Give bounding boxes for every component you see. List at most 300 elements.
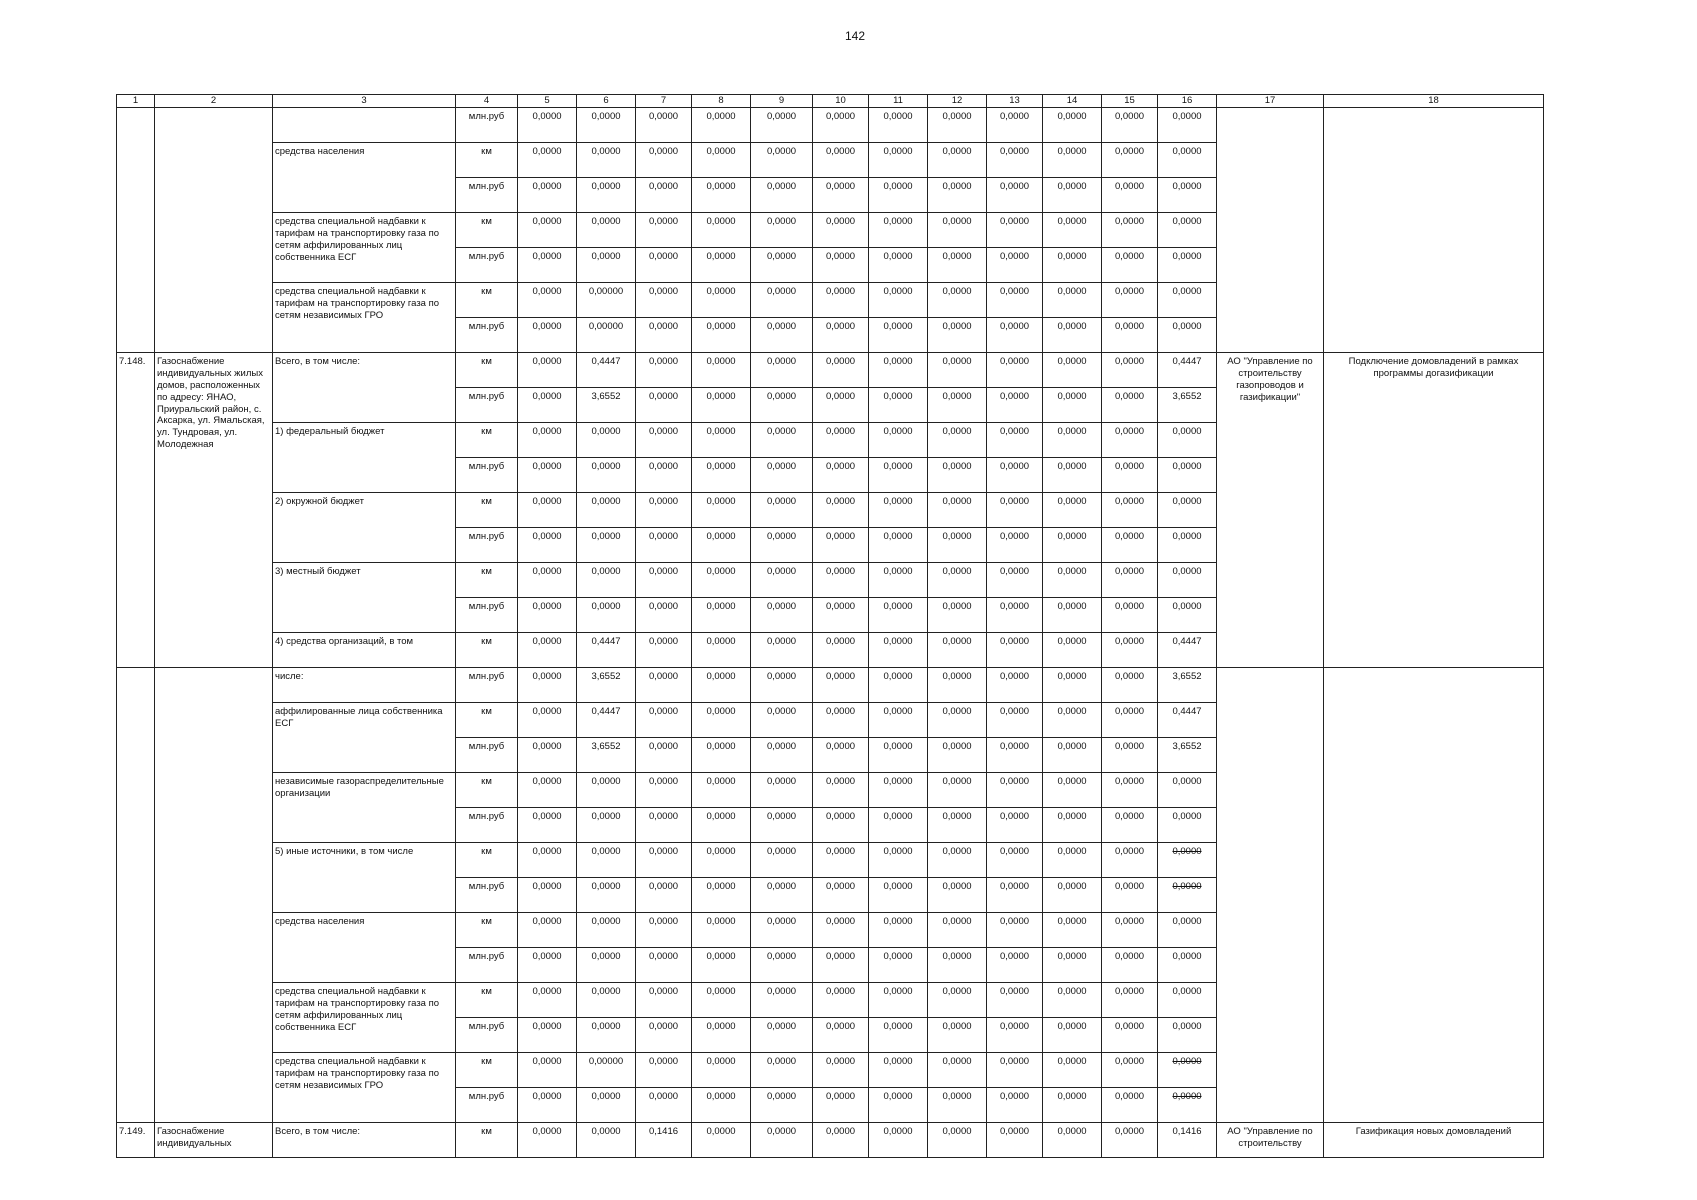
unit-cell: млн.руб xyxy=(456,808,518,843)
value-cell: 0,0000 xyxy=(636,598,692,633)
value-cell: 0,0000 xyxy=(692,353,751,388)
value-cell: 0,0000 xyxy=(1158,878,1217,913)
value-cell: 0,0000 xyxy=(869,878,928,913)
value-cell: 0,0000 xyxy=(813,178,869,213)
item-number xyxy=(117,108,155,353)
value-cell: 0,0000 xyxy=(518,878,577,913)
value-cell: 0,4447 xyxy=(577,703,636,738)
value-cell: 0,4447 xyxy=(577,633,636,668)
value-cell: 0,0000 xyxy=(813,878,869,913)
value-cell: 0,4447 xyxy=(577,353,636,388)
value-cell: 0,0000 xyxy=(1043,703,1102,738)
value-cell: 0,0000 xyxy=(869,703,928,738)
value-cell: 3,6552 xyxy=(1158,668,1217,703)
value-cell: 0,0000 xyxy=(1043,1053,1102,1088)
column-number: 17 xyxy=(1217,95,1324,108)
value-cell: 0,0000 xyxy=(928,1053,987,1088)
column-number: 10 xyxy=(813,95,869,108)
column-number: 5 xyxy=(518,95,577,108)
unit-cell: млн.руб xyxy=(456,738,518,773)
column-number: 11 xyxy=(869,95,928,108)
value-cell: 0,0000 xyxy=(692,1018,751,1053)
unit-cell: млн.руб xyxy=(456,528,518,563)
value-cell: 0,0000 xyxy=(751,318,813,353)
value-cell: 0,0000 xyxy=(987,1053,1043,1088)
value-cell: 0,0000 xyxy=(928,633,987,668)
value-cell: 0,0000 xyxy=(1102,1018,1158,1053)
value-cell: 0,0000 xyxy=(636,808,692,843)
value-cell: 0,0000 xyxy=(1102,563,1158,598)
value-cell: 0,0000 xyxy=(813,738,869,773)
column-number-header xyxy=(117,95,1544,108)
value-cell: 0,0000 xyxy=(813,423,869,458)
value-cell: 0,0000 xyxy=(928,983,987,1018)
value-cell: 0,0000 xyxy=(1102,1053,1158,1088)
column-number: 7 xyxy=(636,95,692,108)
value-cell: 0,0000 xyxy=(636,388,692,423)
value-cell: 0,0000 xyxy=(751,1088,813,1123)
value-cell: 0,0000 xyxy=(869,913,928,948)
value-cell: 0,0000 xyxy=(518,773,577,808)
funding-source-label: средства населения xyxy=(273,913,456,983)
value-cell: 0,0000 xyxy=(636,423,692,458)
value-cell: 0,0000 xyxy=(987,458,1043,493)
value-cell: 3,6552 xyxy=(1158,738,1217,773)
value-cell: 0,0000 xyxy=(518,493,577,528)
value-cell: 0,0000 xyxy=(577,248,636,283)
value-cell: 0,0000 xyxy=(1158,423,1217,458)
table-row xyxy=(117,668,1544,703)
value-cell: 0,0000 xyxy=(1102,353,1158,388)
funding-source-label: средства специальной надбавки к тарифам на транспортировку газа по сетям аффилированных лиц собственника ЕСГ xyxy=(273,983,456,1053)
value-cell: 0,0000 xyxy=(1158,598,1217,633)
value-cell: 0,0000 xyxy=(1043,423,1102,458)
value-cell: 0,0000 xyxy=(518,1018,577,1053)
value-cell: 0,0000 xyxy=(751,528,813,563)
value-cell: 0,0000 xyxy=(1158,143,1217,178)
value-cell: 0,4447 xyxy=(1158,703,1217,738)
value-cell: 0,0000 xyxy=(1043,843,1102,878)
value-cell: 3,6552 xyxy=(577,738,636,773)
value-cell: 0,0000 xyxy=(1043,668,1102,703)
value-cell: 0,0000 xyxy=(928,703,987,738)
value-cell: 0,0000 xyxy=(928,808,987,843)
item-number: 7.149. xyxy=(117,1123,155,1158)
value-cell: 0,0000 xyxy=(636,108,692,143)
value-cell: 0,0000 xyxy=(1102,283,1158,318)
funding-source-label xyxy=(273,108,456,143)
column-number: 8 xyxy=(692,95,751,108)
value-cell: 0,0000 xyxy=(928,423,987,458)
value-cell: 0,0000 xyxy=(1043,808,1102,843)
value-cell: 0,0000 xyxy=(636,878,692,913)
value-cell: 0,0000 xyxy=(928,528,987,563)
unit-cell: млн.руб xyxy=(456,178,518,213)
value-cell: 0,0000 xyxy=(636,843,692,878)
value-cell: 0,0000 xyxy=(636,1018,692,1053)
value-cell: 0,0000 xyxy=(636,353,692,388)
value-cell: 0,0000 xyxy=(636,1053,692,1088)
unit-cell: км xyxy=(456,843,518,878)
value-cell: 0,0000 xyxy=(636,668,692,703)
value-cell: 0,0000 xyxy=(1043,248,1102,283)
value-cell: 0,0000 xyxy=(987,1018,1043,1053)
column-number: 4 xyxy=(456,95,518,108)
value-cell: 0,0000 xyxy=(987,913,1043,948)
value-cell: 0,0000 xyxy=(692,808,751,843)
unit-cell: млн.руб xyxy=(456,668,518,703)
value-cell: 0,0000 xyxy=(813,563,869,598)
value-cell: 0,0000 xyxy=(751,598,813,633)
value-cell: 0,0000 xyxy=(751,388,813,423)
value-cell: 0,0000 xyxy=(577,913,636,948)
value-cell: 0,0000 xyxy=(751,703,813,738)
funding-source-label: средства специальной надбавки к тарифам на транспортировку газа по сетям независимых ГРО xyxy=(273,1053,456,1123)
unit-cell: км xyxy=(456,703,518,738)
unit-cell: млн.руб xyxy=(456,1018,518,1053)
value-cell: 0,0000 xyxy=(577,1123,636,1158)
value-cell: 0,0000 xyxy=(1102,178,1158,213)
value-cell: 0,0000 xyxy=(518,913,577,948)
value-cell: 0,0000 xyxy=(577,948,636,983)
value-cell: 0,0000 xyxy=(1043,1123,1102,1158)
value-cell: 0,0000 xyxy=(1102,458,1158,493)
value-cell: 0,0000 xyxy=(1102,1123,1158,1158)
value-cell: 0,0000 xyxy=(751,948,813,983)
value-cell: 0,0000 xyxy=(636,738,692,773)
value-cell: 0,0000 xyxy=(692,143,751,178)
column-number: 18 xyxy=(1324,95,1544,108)
value-cell: 0,0000 xyxy=(1158,248,1217,283)
value-cell: 0,0000 xyxy=(636,913,692,948)
value-cell: 0,0000 xyxy=(987,878,1043,913)
investment-table xyxy=(116,94,1544,1158)
value-cell: 0,4447 xyxy=(1158,633,1217,668)
value-cell: 3,6552 xyxy=(577,668,636,703)
value-cell: 0,0000 xyxy=(1102,878,1158,913)
value-cell: 0,0000 xyxy=(751,738,813,773)
value-cell: 0,0000 xyxy=(928,878,987,913)
funding-source-label: средства специальной надбавки к тарифам на транспортировку газа по сетям аффилированных лиц собственника ЕСГ xyxy=(273,213,456,283)
value-cell: 0,0000 xyxy=(869,1123,928,1158)
project-purpose xyxy=(1324,108,1544,353)
value-cell: 0,0000 xyxy=(518,668,577,703)
unit-cell: млн.руб xyxy=(456,318,518,353)
value-cell: 0,0000 xyxy=(869,283,928,318)
project-purpose: Газификация новых домовладений xyxy=(1324,1123,1544,1158)
value-cell: 0,0000 xyxy=(1102,108,1158,143)
value-cell: 0,0000 xyxy=(869,1053,928,1088)
value-cell: 0,0000 xyxy=(813,633,869,668)
value-cell: 0,0000 xyxy=(518,808,577,843)
value-cell: 0,0000 xyxy=(869,493,928,528)
value-cell: 0,0000 xyxy=(518,178,577,213)
value-cell: 0,0000 xyxy=(1102,318,1158,353)
value-cell: 0,0000 xyxy=(813,318,869,353)
value-cell: 0,0000 xyxy=(1102,703,1158,738)
value-cell: 0,0000 xyxy=(928,318,987,353)
value-cell: 0,0000 xyxy=(692,528,751,563)
value-cell: 0,0000 xyxy=(813,283,869,318)
value-cell: 0,0000 xyxy=(692,213,751,248)
value-cell: 0,0000 xyxy=(751,563,813,598)
table-row xyxy=(117,108,1544,143)
value-cell: 0,0000 xyxy=(987,738,1043,773)
value-cell: 0,0000 xyxy=(636,773,692,808)
value-cell: 0,0000 xyxy=(518,1123,577,1158)
value-cell: 0,0000 xyxy=(636,458,692,493)
value-cell: 0,0000 xyxy=(928,1088,987,1123)
value-cell: 0,0000 xyxy=(692,773,751,808)
value-cell: 0,0000 xyxy=(1043,108,1102,143)
value-cell: 0,0000 xyxy=(1102,493,1158,528)
column-number: 9 xyxy=(751,95,813,108)
value-cell: 0,0000 xyxy=(751,423,813,458)
unit-cell: млн.руб xyxy=(456,948,518,983)
value-cell: 0,0000 xyxy=(928,563,987,598)
value-cell: 0,0000 xyxy=(987,808,1043,843)
value-cell: 0,00000 xyxy=(577,318,636,353)
value-cell: 0,0000 xyxy=(692,948,751,983)
value-cell: 0,0000 xyxy=(751,458,813,493)
value-cell: 0,0000 xyxy=(813,213,869,248)
value-cell: 0,0000 xyxy=(1158,843,1217,878)
unit-cell: км xyxy=(456,213,518,248)
value-cell: 0,0000 xyxy=(1043,388,1102,423)
unit-cell: км xyxy=(456,633,518,668)
funding-source-label: 2) окружной бюджет xyxy=(273,493,456,563)
value-cell: 0,0000 xyxy=(577,1018,636,1053)
value-cell: 0,0000 xyxy=(692,423,751,458)
value-cell: 0,0000 xyxy=(692,493,751,528)
funding-source-label: числе: xyxy=(273,668,456,703)
column-number: 6 xyxy=(577,95,636,108)
value-cell: 0,0000 xyxy=(869,843,928,878)
column-number: 16 xyxy=(1158,95,1217,108)
value-cell: 0,0000 xyxy=(636,318,692,353)
object-name xyxy=(155,668,273,1123)
value-cell: 0,0000 xyxy=(813,913,869,948)
unit-cell: млн.руб xyxy=(456,388,518,423)
value-cell: 0,0000 xyxy=(692,1053,751,1088)
value-cell: 0,0000 xyxy=(1158,1088,1217,1123)
value-cell: 0,0000 xyxy=(692,1088,751,1123)
unit-cell: млн.руб xyxy=(456,458,518,493)
value-cell: 0,0000 xyxy=(518,283,577,318)
value-cell: 0,0000 xyxy=(751,843,813,878)
value-cell: 0,0000 xyxy=(692,388,751,423)
value-cell: 0,0000 xyxy=(813,598,869,633)
value-cell: 0,0000 xyxy=(1158,1018,1217,1053)
value-cell: 0,0000 xyxy=(928,108,987,143)
value-cell: 0,0000 xyxy=(1102,948,1158,983)
value-cell: 0,0000 xyxy=(1102,143,1158,178)
unit-cell: км xyxy=(456,563,518,598)
column-number: 13 xyxy=(987,95,1043,108)
unit-cell: км xyxy=(456,913,518,948)
funding-source-label: Всего, в том числе: xyxy=(273,353,456,423)
object-name xyxy=(155,108,273,353)
column-number: 12 xyxy=(928,95,987,108)
project-purpose: Подключение домовладений в рамках программы догазификации xyxy=(1324,353,1544,668)
value-cell: 0,0000 xyxy=(813,108,869,143)
value-cell: 0,0000 xyxy=(1102,213,1158,248)
funding-source-label: Всего, в том числе: xyxy=(273,1123,456,1158)
value-cell: 0,0000 xyxy=(1043,213,1102,248)
executor-org: АО "Управление по строительству газопроводов и газификации" xyxy=(1217,353,1324,668)
value-cell: 0,0000 xyxy=(1043,178,1102,213)
value-cell: 3,6552 xyxy=(1158,388,1217,423)
column-number: 3 xyxy=(273,95,456,108)
value-cell: 0,0000 xyxy=(692,878,751,913)
value-cell: 0,0000 xyxy=(751,178,813,213)
value-cell: 0,0000 xyxy=(518,248,577,283)
value-cell: 0,0000 xyxy=(1158,493,1217,528)
value-cell: 0,0000 xyxy=(869,178,928,213)
value-cell: 0,0000 xyxy=(751,143,813,178)
executor-org xyxy=(1217,668,1324,1123)
value-cell: 0,0000 xyxy=(987,563,1043,598)
value-cell: 0,0000 xyxy=(1102,738,1158,773)
value-cell: 0,0000 xyxy=(636,528,692,563)
unit-cell: км xyxy=(456,983,518,1018)
value-cell: 0,0000 xyxy=(1102,773,1158,808)
value-cell: 0,0000 xyxy=(987,1088,1043,1123)
value-cell: 0,0000 xyxy=(987,423,1043,458)
value-cell: 0,0000 xyxy=(1043,353,1102,388)
value-cell: 0,0000 xyxy=(1102,248,1158,283)
table-row xyxy=(117,353,1544,388)
value-cell: 0,0000 xyxy=(813,948,869,983)
value-cell: 0,0000 xyxy=(692,913,751,948)
value-cell: 0,0000 xyxy=(869,108,928,143)
value-cell: 0,0000 xyxy=(987,493,1043,528)
value-cell: 0,0000 xyxy=(518,108,577,143)
value-cell: 0,0000 xyxy=(1043,913,1102,948)
value-cell: 0,0000 xyxy=(987,948,1043,983)
item-number: 7.148. xyxy=(117,353,155,668)
value-cell: 0,1416 xyxy=(1158,1123,1217,1158)
value-cell: 0,4447 xyxy=(1158,353,1217,388)
value-cell: 0,0000 xyxy=(987,633,1043,668)
value-cell: 0,0000 xyxy=(813,528,869,563)
value-cell: 0,0000 xyxy=(813,808,869,843)
value-cell: 0,0000 xyxy=(518,388,577,423)
value-cell: 0,0000 xyxy=(751,283,813,318)
value-cell: 0,0000 xyxy=(692,738,751,773)
value-cell: 0,0000 xyxy=(636,143,692,178)
value-cell: 0,0000 xyxy=(987,668,1043,703)
table-row xyxy=(117,1123,1544,1158)
value-cell: 0,0000 xyxy=(1158,178,1217,213)
value-cell: 3,6552 xyxy=(577,388,636,423)
value-cell: 0,0000 xyxy=(692,283,751,318)
value-cell: 0,0000 xyxy=(869,738,928,773)
unit-cell: млн.руб xyxy=(456,108,518,143)
value-cell: 0,0000 xyxy=(692,633,751,668)
value-cell: 0,0000 xyxy=(1102,843,1158,878)
value-cell: 0,0000 xyxy=(1102,388,1158,423)
value-cell: 0,0000 xyxy=(987,213,1043,248)
value-cell: 0,0000 xyxy=(928,143,987,178)
value-cell: 0,0000 xyxy=(1158,283,1217,318)
value-cell: 0,0000 xyxy=(928,283,987,318)
funding-source-label: 3) местный бюджет xyxy=(273,563,456,633)
value-cell: 0,0000 xyxy=(928,913,987,948)
unit-cell: км xyxy=(456,1123,518,1158)
value-cell: 0,0000 xyxy=(813,1053,869,1088)
value-cell: 0,0000 xyxy=(813,248,869,283)
value-cell: 0,0000 xyxy=(636,563,692,598)
value-cell: 0,0000 xyxy=(869,213,928,248)
value-cell: 0,0000 xyxy=(987,703,1043,738)
value-cell: 0,0000 xyxy=(577,808,636,843)
value-cell: 0,0000 xyxy=(928,353,987,388)
value-cell: 0,0000 xyxy=(869,983,928,1018)
executor-org xyxy=(1217,108,1324,353)
value-cell: 0,0000 xyxy=(869,598,928,633)
unit-cell: млн.руб xyxy=(456,248,518,283)
value-cell: 0,0000 xyxy=(1102,598,1158,633)
value-cell: 0,0000 xyxy=(518,423,577,458)
value-cell: 0,0000 xyxy=(1043,318,1102,353)
value-cell: 0,0000 xyxy=(577,528,636,563)
value-cell: 0,0000 xyxy=(518,843,577,878)
value-cell: 0,0000 xyxy=(869,318,928,353)
value-cell: 0,0000 xyxy=(813,1088,869,1123)
value-cell: 0,0000 xyxy=(987,843,1043,878)
value-cell: 0,0000 xyxy=(1043,598,1102,633)
value-cell: 0,0000 xyxy=(928,668,987,703)
value-cell: 0,0000 xyxy=(1102,633,1158,668)
value-cell: 0,0000 xyxy=(636,948,692,983)
value-cell: 0,0000 xyxy=(636,633,692,668)
value-cell: 0,0000 xyxy=(692,458,751,493)
value-cell: 0,0000 xyxy=(751,353,813,388)
value-cell: 0,0000 xyxy=(869,773,928,808)
value-cell: 0,0000 xyxy=(928,1018,987,1053)
value-cell: 0,0000 xyxy=(577,493,636,528)
value-cell: 0,0000 xyxy=(1043,633,1102,668)
value-cell: 0,0000 xyxy=(987,353,1043,388)
value-cell: 0,0000 xyxy=(813,668,869,703)
column-number: 14 xyxy=(1043,95,1102,108)
value-cell: 0,0000 xyxy=(869,633,928,668)
value-cell: 0,0000 xyxy=(692,703,751,738)
value-cell: 0,0000 xyxy=(928,948,987,983)
unit-cell: км xyxy=(456,283,518,318)
value-cell: 0,0000 xyxy=(1102,1088,1158,1123)
value-cell: 0,0000 xyxy=(692,668,751,703)
column-number: 2 xyxy=(155,95,273,108)
value-cell: 0,0000 xyxy=(813,493,869,528)
value-cell: 0,0000 xyxy=(1043,528,1102,563)
value-cell: 0,00000 xyxy=(577,1053,636,1088)
unit-cell: млн.руб xyxy=(456,878,518,913)
value-cell: 0,0000 xyxy=(692,1123,751,1158)
value-cell: 0,0000 xyxy=(518,983,577,1018)
value-cell: 0,0000 xyxy=(518,948,577,983)
value-cell: 0,0000 xyxy=(751,633,813,668)
value-cell: 0,0000 xyxy=(751,1018,813,1053)
value-cell: 0,0000 xyxy=(1158,458,1217,493)
value-cell: 0,0000 xyxy=(869,423,928,458)
value-cell: 0,0000 xyxy=(518,458,577,493)
object-name: Газоснабжение индивидуальных жилых домов, расположенных по адресу: ЯНАО, Приуральский район, с. Аксарка, ул. Ямальская, ул. Тундровая, ул. Молодежная xyxy=(155,353,273,668)
value-cell: 0,0000 xyxy=(813,843,869,878)
value-cell: 0,0000 xyxy=(1043,983,1102,1018)
project-purpose xyxy=(1324,668,1544,1123)
